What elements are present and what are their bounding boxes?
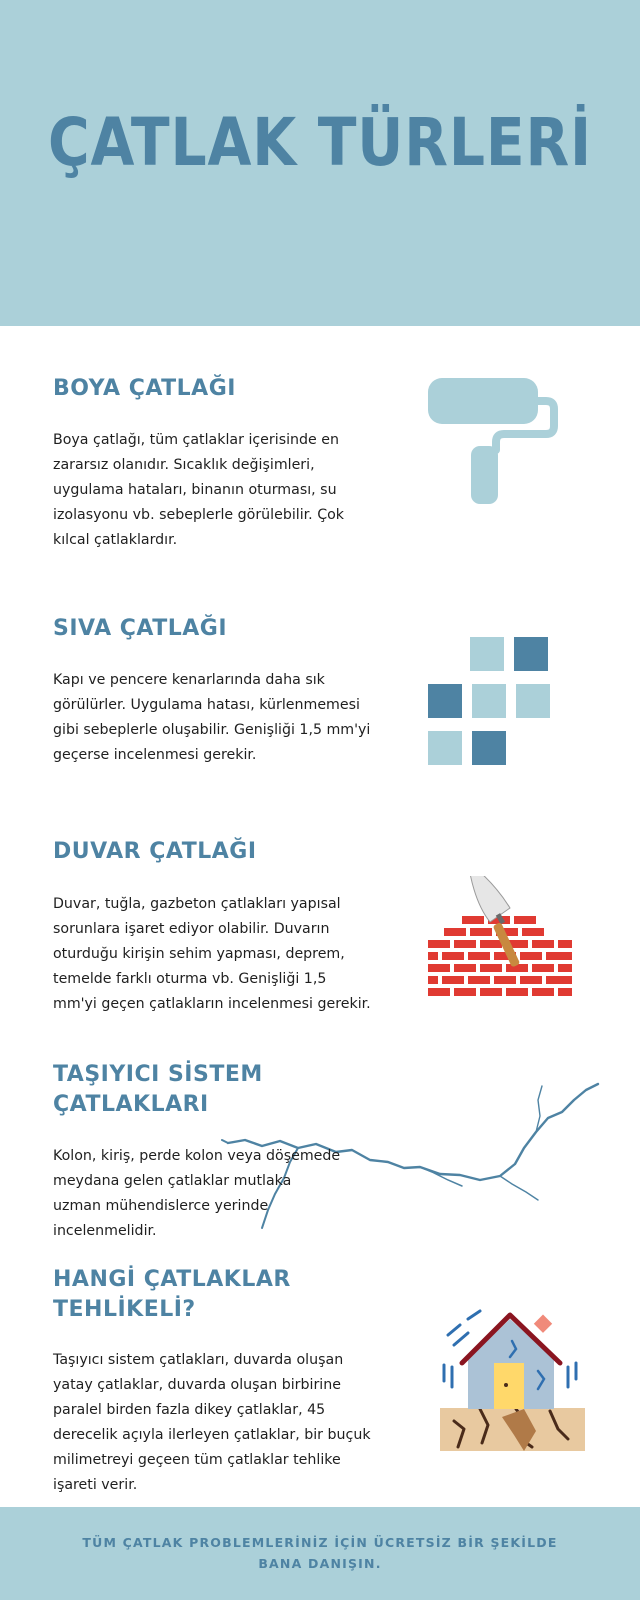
section-title-tasiyici: TAŞIYICI SİSTEM ÇATLAKLARI [53,1062,263,1117]
section-body-boya: Boya çatlağı, tüm çatlaklar içerisinde en zararsız olanıdır. Sıcaklık değişimleri, uygulama hataları, binanın oturması, su izolasyonu vb. sebeplerle görülebilir. Çok kılcal çatlaklardır. [53,432,344,548]
earthquake-house-icon [440,1305,585,1451]
footer-banner [0,1507,640,1600]
section-body-siva: Kapı ve pencere kenarlarında daha sık görülürler. Uygulama hatası, kürlenmemesi gibi sebeplerle oluşabilir. Genişliği 1,5 mm'yi geçerse incelenmesi gerekir. [53,672,371,763]
section-title-siva: SIVA ÇATLAĞI [53,616,228,641]
header-banner [0,0,640,326]
section-body-hangi: Taşıyıcı sistem çatlakları, duvarda oluşan yatay çatlaklar, duvarda oluşan birbirine paralel birden fazla dikey çatlaklar, 45 derecelik açıyla ilerleyen çatlaklar, bir buçuk milimetreyi geçeen tüm çatlaklar tehlike işareti verir. [53,1352,371,1493]
paint-roller-icon [428,378,558,508]
tiles-icon [428,637,553,767]
page-title: ÇATLAK TÜRLERİ [47,104,593,181]
brick-wall-trowel-icon [428,876,578,1006]
section-body-duvar: Duvar, tuğla, gazbeton çatlakları yapısal sorunlara işaret ediyor olabilir. Duvarın oturduğu kirişin sehim yapması, deprem, temelde farklı oturma vb. Genişliği 1,5 mm'yi geçen çatlakların incelenmesi gerekir. [53,896,371,1012]
section-body-tasiyici: Kolon, kiriş, perde kolon veya döşemede meydana gelen çatlaklar mutlaka uzman mühendislerce yerinde incelenmelidir. [53,1148,341,1239]
footer-call-to-action: TÜM ÇATLAK PROBLEMLERİNİZ İÇİN ÜCRETSİZ BİR ŞEKİLDE BANA DANIŞIN. [82,1535,558,1571]
section-title-hangi: HANGİ ÇATLAKLAR TEHLİKELİ? [53,1267,291,1322]
section-title-boya: BOYA ÇATLAĞI [53,376,236,401]
section-title-duvar: DUVAR ÇATLAĞI [53,839,257,864]
